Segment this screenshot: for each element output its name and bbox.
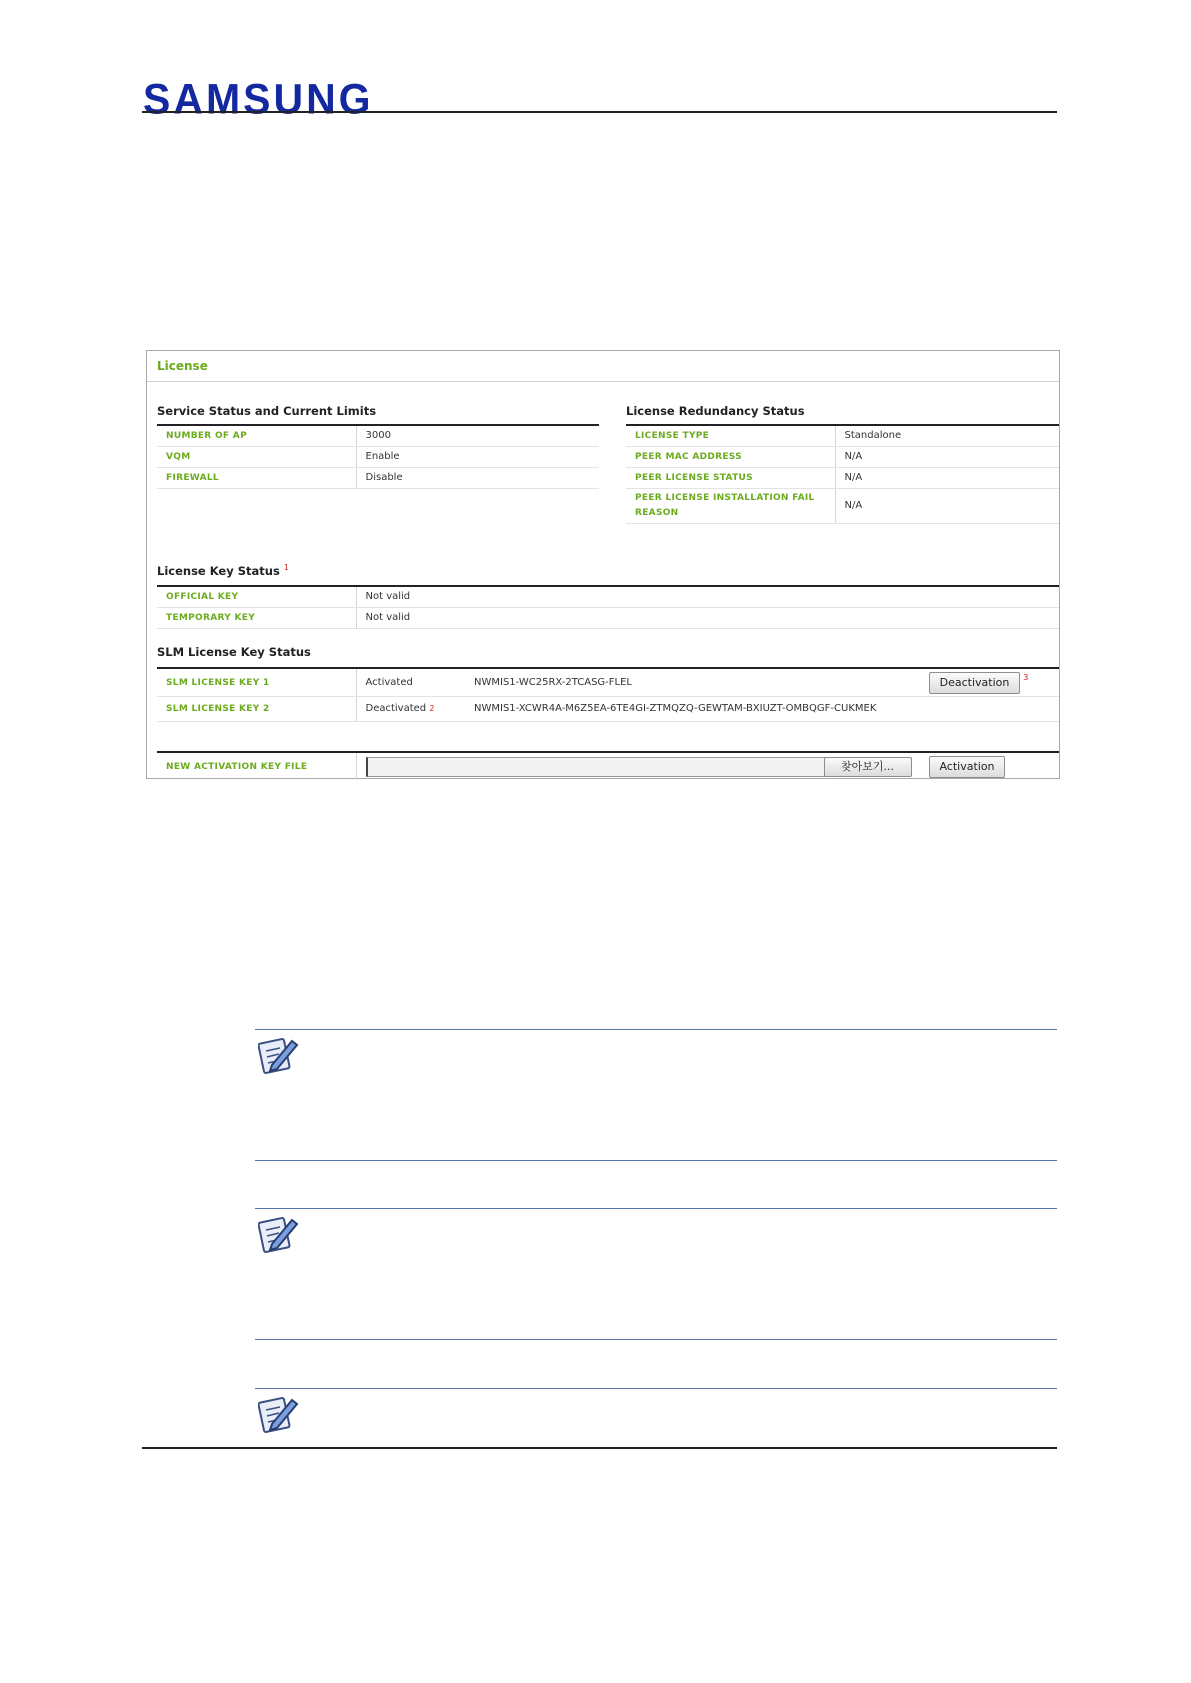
service-status-table [157, 424, 599, 489]
table-row [626, 468, 1059, 489]
number-of-ap-label: NUMBER OF AP [157, 425, 356, 447]
license-key-table [157, 585, 1059, 629]
peer-mac-label: PEER MAC ADDRESS [626, 447, 835, 468]
peer-mac-value: N/A [835, 447, 1059, 468]
panel-title: License [157, 359, 208, 373]
vqm-value: Enable [356, 447, 599, 468]
note-3-top-rule [255, 1388, 1057, 1389]
slm-key-1-status: Activated [356, 668, 465, 697]
license-type-value: Standalone [835, 425, 1059, 447]
panel-title-divider [147, 381, 1059, 382]
note-pencil-icon [258, 1394, 300, 1434]
temporary-key-label: TEMPORARY KEY [157, 608, 356, 629]
note-2-bottom-rule [255, 1339, 1057, 1340]
table-row [157, 586, 1059, 608]
activation-button[interactable]: Activation [929, 756, 1005, 778]
slm-key-2-status-cell [356, 697, 465, 722]
activation-action-cell [929, 752, 1059, 780]
firewall-label: FIREWALL [157, 468, 356, 489]
official-key-value: Not valid [356, 586, 1059, 608]
official-key-label: OFFICIAL KEY [157, 586, 356, 608]
table-row [157, 752, 1059, 780]
redundancy-status-table [626, 424, 1059, 524]
table-row [157, 447, 599, 468]
temporary-key-value: Not valid [356, 608, 1059, 629]
vqm-label: VQM [157, 447, 356, 468]
footer-rule [142, 1447, 1057, 1449]
redundancy-status-heading: License Redundancy Status [626, 404, 805, 418]
slm-key-2-license: NWMIS1-XCWR4A-M6Z5EA-6TE4GI-ZTMQZQ-GEWTAM-BXIUZT-OMBQGF-CUKMEK [465, 697, 1059, 722]
activation-file-input[interactable] [366, 757, 826, 777]
footnote-2: 2 [429, 704, 435, 713]
slm-key-1-label: SLM LICENSE KEY 1 [157, 668, 356, 697]
license-key-status-title: License Key Status [157, 563, 280, 578]
peer-license-fail-reason-label: PEER LICENSE INSTALLATION FAIL REASON [626, 489, 835, 524]
table-row [157, 608, 1059, 629]
note-1-top-rule [255, 1029, 1057, 1030]
peer-license-status-value: N/A [835, 468, 1059, 489]
peer-license-fail-reason-value: N/A [835, 489, 1059, 524]
slm-license-key-status-heading: SLM License Key Status [157, 645, 311, 659]
table-row [157, 468, 599, 489]
license-type-label: LICENSE TYPE [626, 425, 835, 447]
firewall-value: Disable [356, 468, 599, 489]
slm-key-2-status: Deactivated [365, 703, 427, 714]
activation-table [157, 751, 1059, 780]
peer-license-status-label: PEER LICENSE STATUS [626, 468, 835, 489]
note-1-bottom-rule [255, 1160, 1057, 1161]
number-of-ap-value: 3000 [356, 425, 599, 447]
note-pencil-icon [258, 1035, 300, 1075]
table-row [626, 447, 1059, 468]
browse-button[interactable]: 찾아보기... [824, 757, 912, 777]
slm-license-table [157, 667, 1059, 722]
slm-key-1-action-cell [929, 668, 1059, 697]
new-activation-key-file-label: NEW ACTIVATION KEY FILE [157, 752, 356, 780]
table-row [157, 668, 1059, 697]
table-row [157, 697, 1059, 722]
note-2-top-rule [255, 1208, 1057, 1209]
slm-key-1-license: NWMIS1-WC25RX-2TCASG-FLEL [465, 668, 929, 697]
license-panel [146, 350, 1060, 779]
slm-key-2-label: SLM LICENSE KEY 2 [157, 697, 356, 722]
footnote-1: 1 [283, 563, 289, 572]
table-row [157, 425, 599, 447]
file-picker-cell [356, 752, 929, 780]
table-row [626, 425, 1059, 447]
service-status-heading: Service Status and Current Limits [157, 404, 377, 418]
footnote-3: 3 [1023, 672, 1029, 682]
header-rule [142, 111, 1057, 113]
license-key-status-heading [157, 563, 289, 578]
note-pencil-icon [258, 1214, 300, 1254]
samsung-logo: SAMSUNG [143, 74, 374, 124]
table-row [626, 489, 1059, 524]
deactivation-button[interactable]: Deactivation [929, 672, 1020, 694]
